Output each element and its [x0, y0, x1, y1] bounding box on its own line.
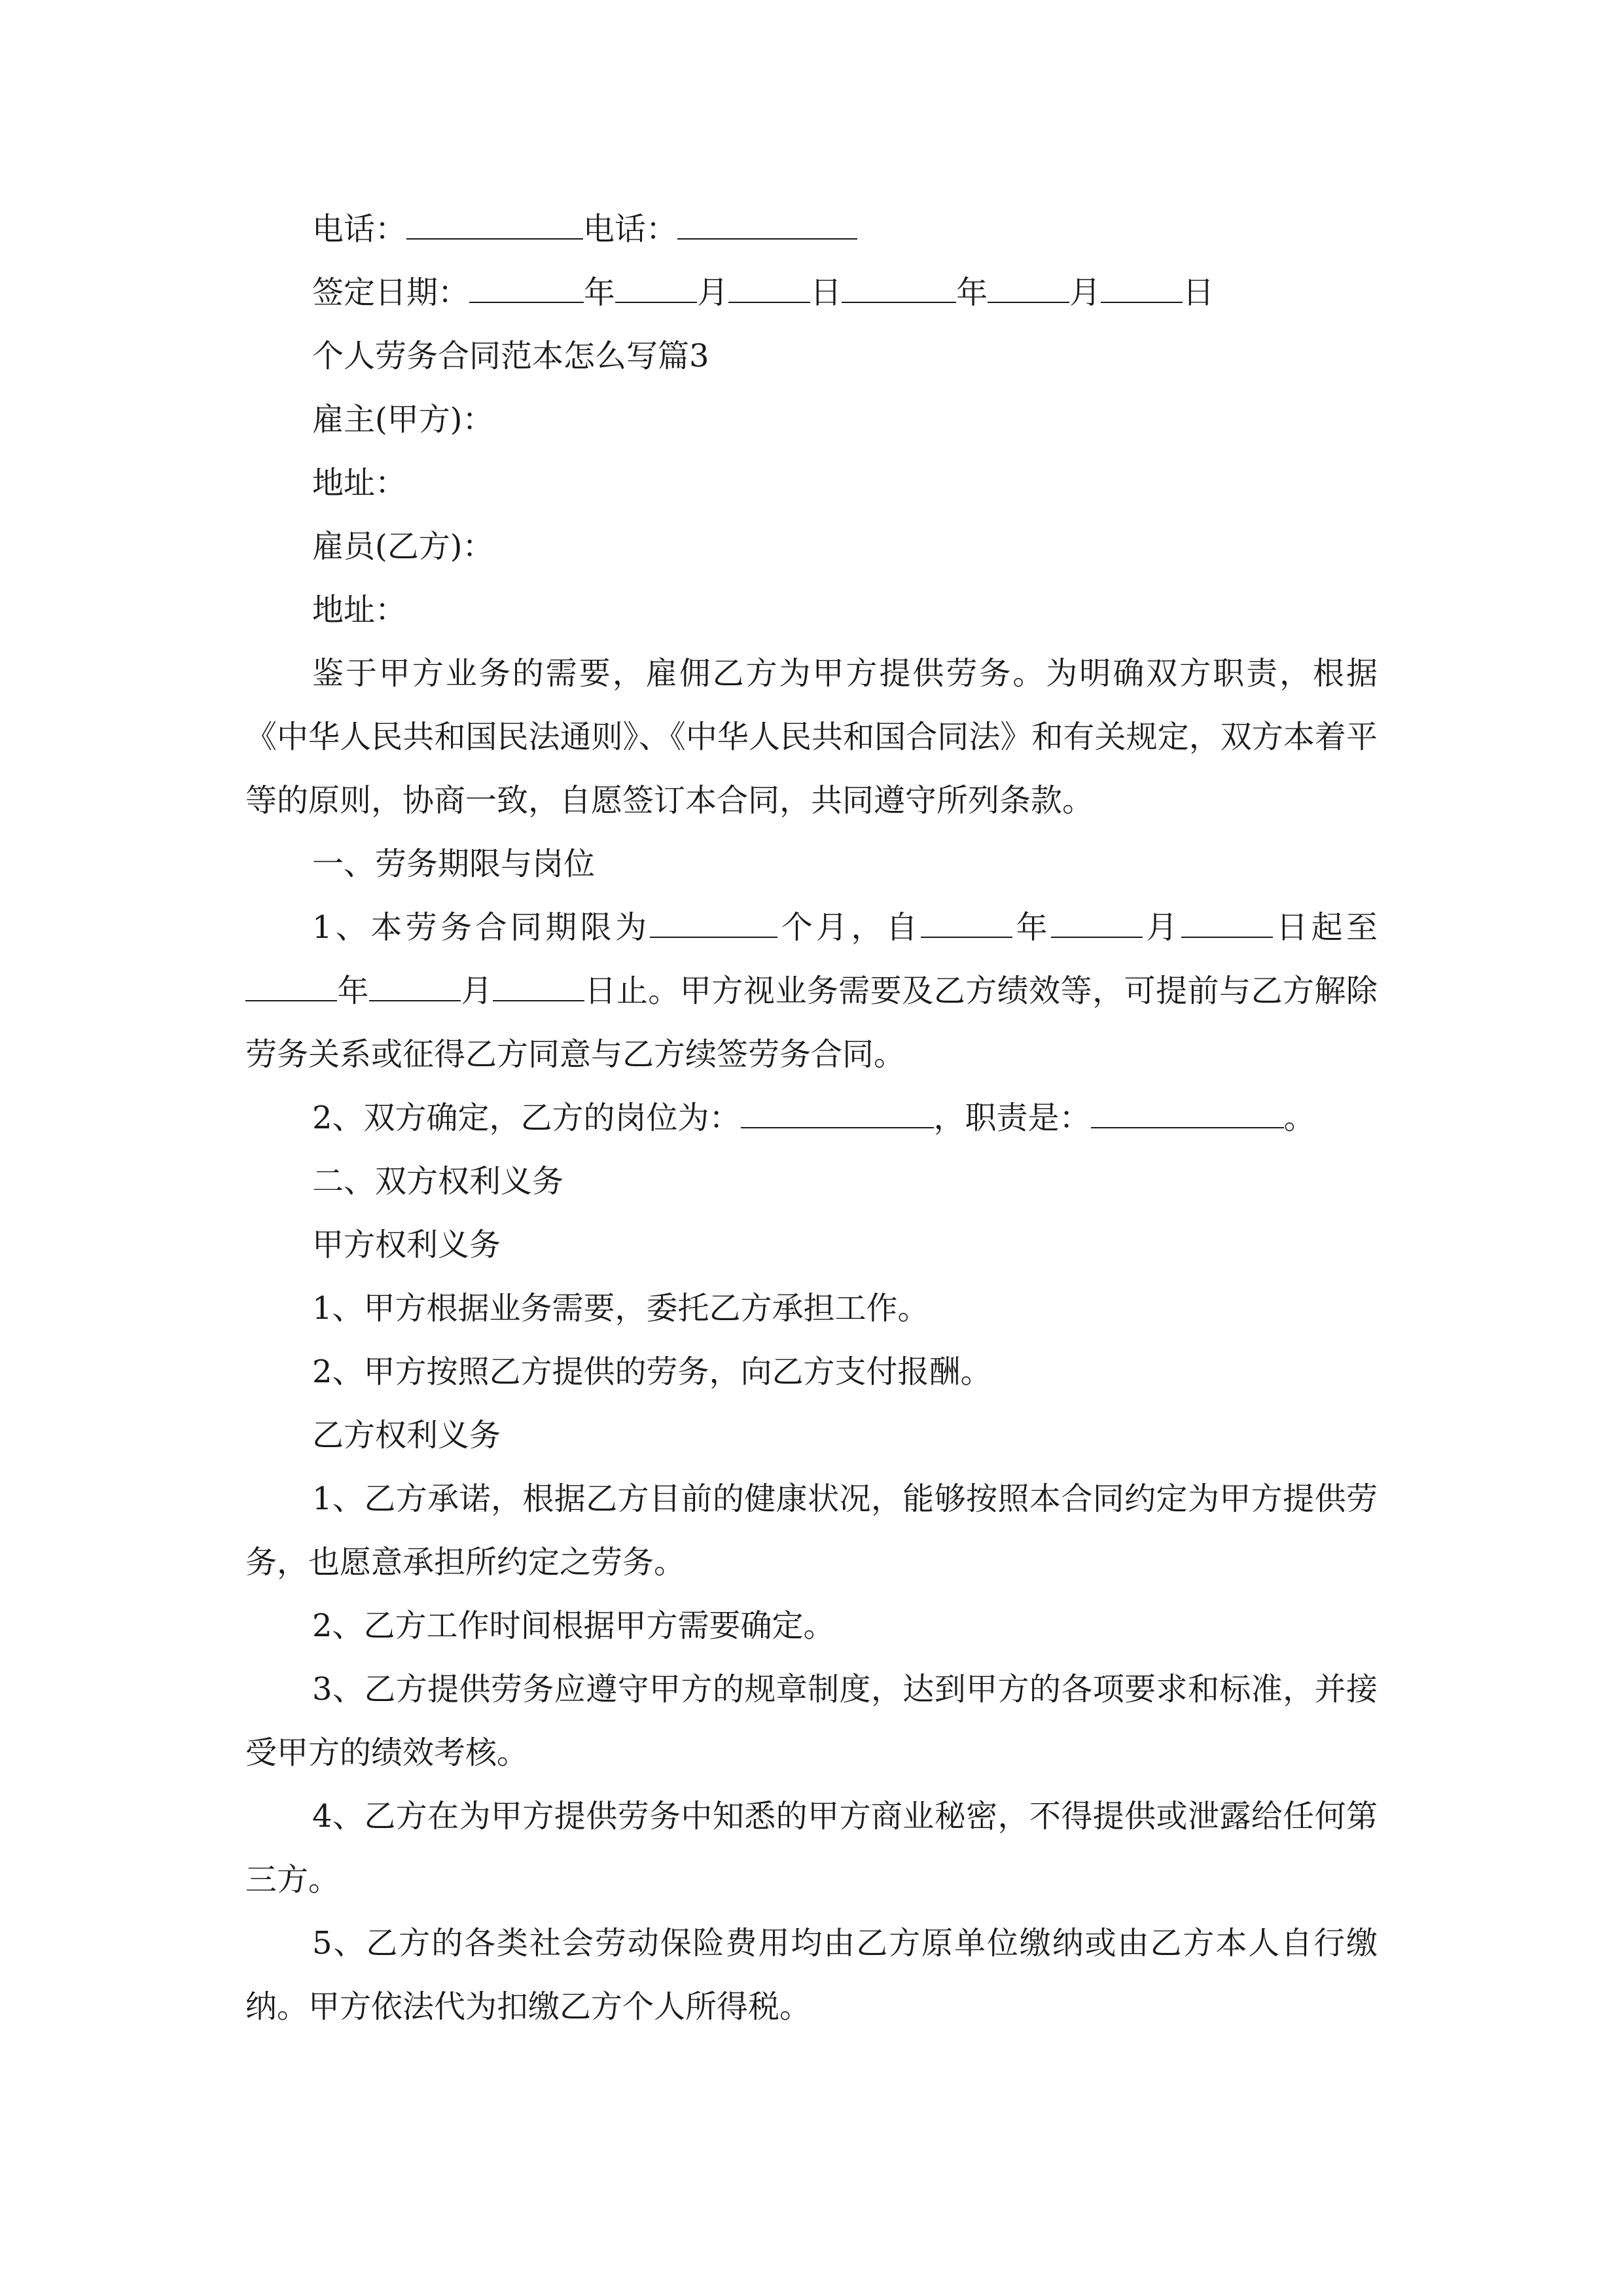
party-a-item: 1、甲方根据业务需要，委托乙方承担工作。 [312, 1290, 929, 1327]
clause-text: 甲方视业务需要及乙方绩效等，可提前与乙方解除劳务关系或征得乙方同意与乙方续签劳务合同。 [245, 973, 1378, 1073]
day-blank[interactable] [1101, 276, 1183, 303]
sign-date-label: 签定日期： [312, 274, 470, 311]
month-blank[interactable] [369, 974, 461, 1001]
clause-position [245, 1086, 1378, 1150]
party-a-item: 2、甲方按照乙方提供的劳务，向乙方支付报酬。 [312, 1354, 992, 1390]
phone-label: 电话： [583, 211, 678, 247]
clause-text: 年 [337, 973, 369, 1009]
party-b-item: 4、乙方在为甲方提供劳务中知悉的甲方商业秘密，不得提供或泄露给任何第三方。 [245, 1798, 1378, 1898]
clause-text: 日起至 [1272, 909, 1378, 946]
year-blank[interactable] [469, 276, 584, 303]
month-blank[interactable] [615, 276, 697, 303]
day-label: 日 [810, 274, 842, 311]
day-blank[interactable] [1181, 910, 1273, 938]
month-label: 月 [697, 274, 729, 311]
party-b-item: 2、乙方工作时间根据甲方需要确定。 [312, 1607, 835, 1644]
party-a-heading: 甲方权利义务 [312, 1227, 501, 1263]
clause-text: 1、本劳务合同期限为 [312, 909, 651, 946]
employee-label: 雇员(乙方)： [312, 528, 494, 565]
day-label: 日 [1183, 274, 1215, 311]
clause-text: ，职责是： [933, 1100, 1091, 1136]
clause-text: 月 [460, 973, 493, 1009]
clause-text: 日止。 [584, 973, 680, 1009]
section-heading: 二、双方权利义务 [312, 1163, 564, 1200]
duty-blank[interactable] [1091, 1101, 1284, 1128]
position-blank[interactable] [741, 1101, 934, 1128]
month-label: 月 [1069, 274, 1101, 311]
year-blank[interactable] [245, 974, 337, 1001]
party-b-item: 3、乙方提供劳务应遵守甲方的规章制度，达到甲方的各项要求和标准，并接受甲方的绩效考核。 [245, 1671, 1378, 1771]
clause-text: 月 [1143, 909, 1181, 946]
clause-term [245, 896, 1378, 1086]
sign-date-line [245, 261, 1378, 325]
party-b-item: 1、乙方承诺，根据乙方目前的健康状况，能够按照本合同约定为甲方提供劳务，也愿意承担所约定之劳务。 [245, 1480, 1378, 1581]
party-b-item: 5、乙方的各类社会劳动保险费用均由乙方原单位缴纳或由乙方本人自行缴纳。甲方依法代为扣缴乙方个人所得税。 [245, 1925, 1378, 2025]
phone-line [245, 198, 1378, 261]
year-label: 年 [584, 274, 616, 311]
clause-text: 年 [1012, 909, 1052, 946]
clause-text: 2、双方确定，乙方的岗位为： [312, 1100, 741, 1136]
phone-blank[interactable] [677, 212, 857, 240]
month-blank[interactable] [1051, 910, 1143, 938]
day-blank[interactable] [493, 974, 584, 1001]
day-blank[interactable] [728, 276, 810, 303]
document-title: 个人劳务合同范本怎么写篇3 [312, 338, 709, 374]
contract-body [245, 198, 1378, 2039]
clause-text: 。 [1283, 1100, 1315, 1136]
year-blank[interactable] [921, 910, 1012, 938]
party-b-heading: 乙方权利义务 [312, 1417, 501, 1454]
address-label: 地址： [312, 592, 407, 628]
phone-blank[interactable] [406, 212, 583, 240]
clause-text: 个月，自 [777, 909, 921, 946]
address-label: 地址： [312, 465, 407, 501]
months-blank[interactable] [650, 910, 777, 938]
year-blank[interactable] [842, 276, 956, 303]
year-label: 年 [956, 274, 988, 311]
intro-paragraph: 鉴于甲方业务的需要，雇佣乙方为甲方提供劳务。为明确双方职责，根据《中华人民共和国民法通则》、《中华人民共和国合同法》和有关规定，双方本着平等的原则，协商一致，自愿签订本合同，共同遵守所列条款。 [245, 655, 1378, 819]
section-heading: 一、劳务期限与岗位 [312, 846, 596, 882]
employer-label: 雇主(甲方)： [312, 401, 494, 438]
month-blank[interactable] [988, 276, 1069, 303]
phone-label: 电话： [312, 211, 407, 247]
